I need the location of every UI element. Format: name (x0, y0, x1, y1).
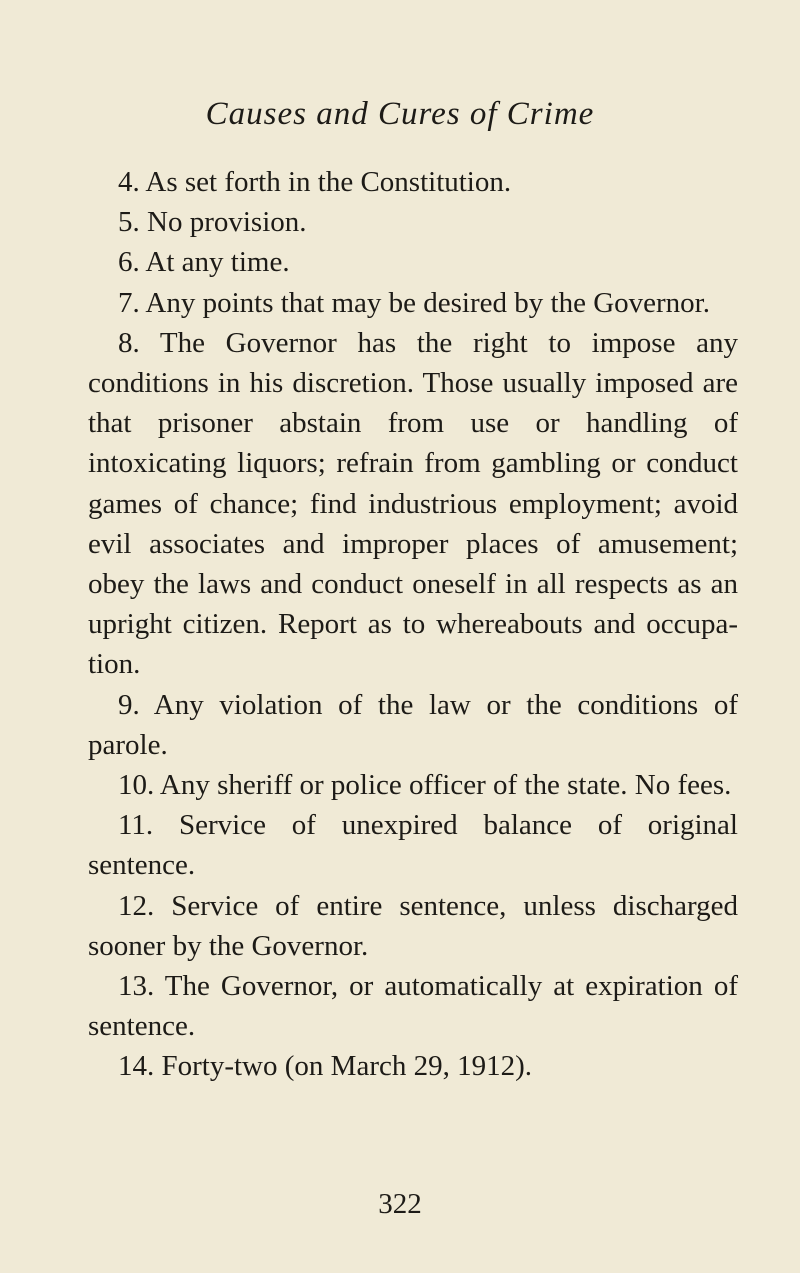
answer-item-12: 12. Service of entire sentence, unless discharged sooner by the Governor. (88, 889, 738, 962)
answer-item-6: 6. At any time. (118, 246, 290, 279)
answer-item-9: 9. Any violation of the law or the conditions of parole. (88, 688, 738, 761)
answer-item-8: 8. The Governor has the right to impose any conditions in his discretion. Those usually imposed are that prisoner abstain from use or handling of intoxicating liquors; refrain from gambling or conduct games of chance; find industrious employment; avoid evil associates and improper places of amusement; obey the laws and conduct oneself in all respects as an upright citizen. Report as to whereabouts and occupation. (88, 326, 738, 681)
answer-list (88, 162, 738, 1087)
answer-item-14: 14. Forty-two (on March 29, 1912). (118, 1050, 533, 1083)
running-head: Causes and Cures of Crime (205, 96, 595, 132)
answer-item-4: 4. As set forth in the Constitution. (118, 166, 512, 198)
answer-item-11: 11. Service of unexpired balance of original sentence. (88, 809, 738, 882)
answer-item-13: 13. The Governor, or automatically at expiration of sentence. (88, 970, 738, 1043)
answer-item-10: 10. Any sheriff or police officer of the state. No fees. (118, 769, 732, 802)
page-number: 322 (378, 1188, 422, 1220)
answer-item-7: 7. Any points that may be desired by the Governor. (118, 286, 710, 319)
answer-item-5: 5. No provision. (118, 206, 307, 239)
